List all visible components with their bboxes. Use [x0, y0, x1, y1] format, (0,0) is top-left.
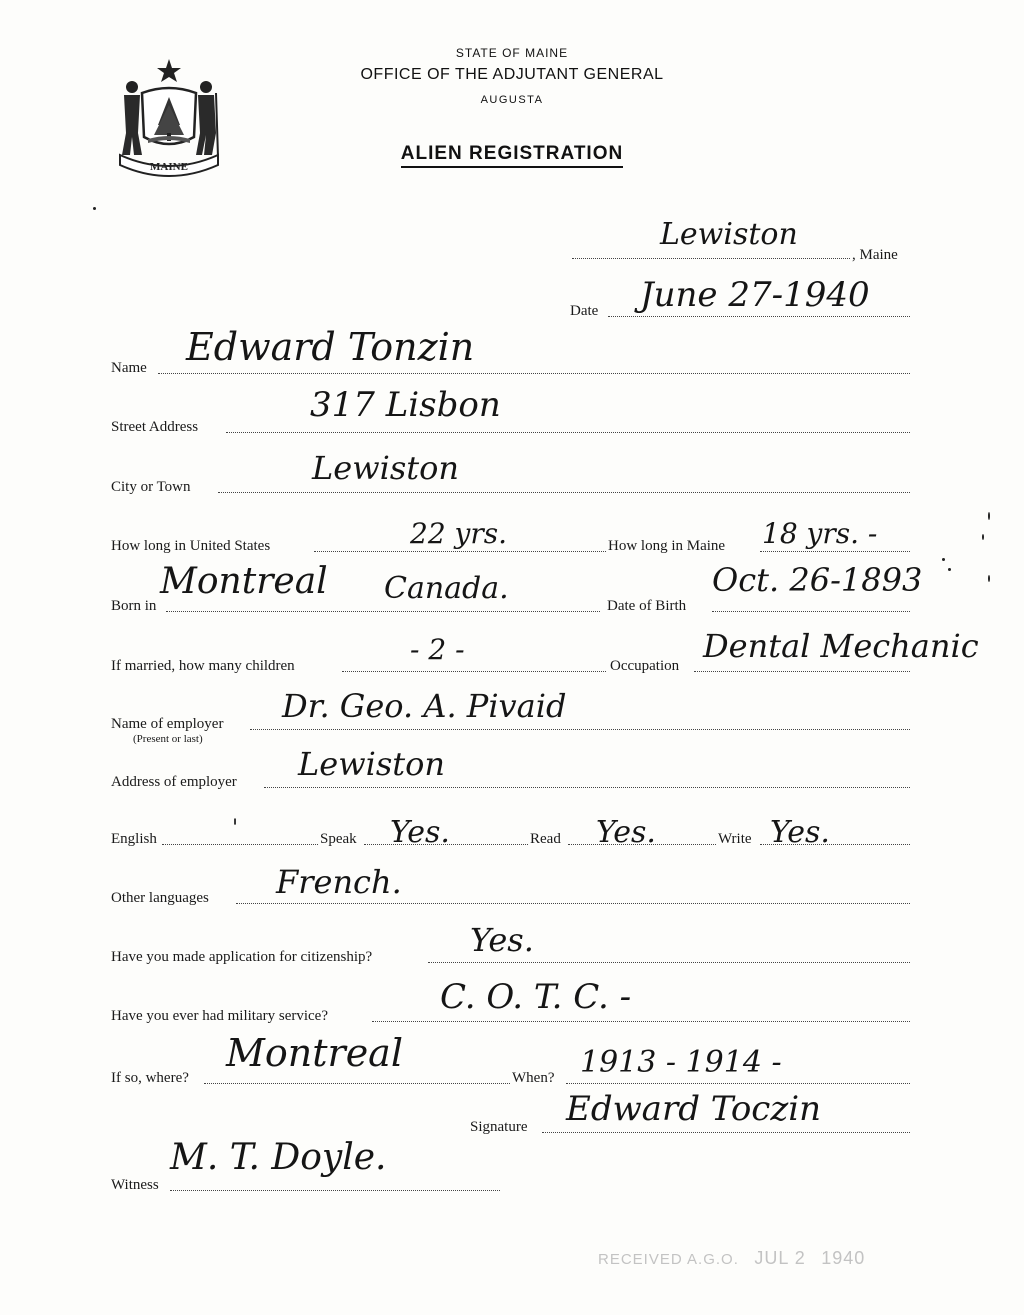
children-entry: - 2 - — [410, 633, 465, 666]
speak-entry: Yes. — [390, 815, 450, 850]
citizenship-line — [428, 962, 910, 963]
citizenship-entry: Yes. — [470, 921, 534, 959]
witness-label: Witness — [111, 1177, 159, 1193]
where-entry: Montreal — [226, 1031, 403, 1075]
stray-mark — [942, 558, 945, 561]
date-label: Date — [570, 303, 599, 319]
children-label: If married, how many children — [111, 658, 295, 674]
stamp-received-text: RECEIVED A.G.O. — [598, 1251, 739, 1268]
employer-name-entry: Dr. Geo. A. Pivaid — [282, 687, 567, 725]
speak-label: Speak — [320, 831, 357, 847]
children-line — [342, 671, 606, 672]
stray-mark — [948, 568, 951, 571]
stray-mark — [982, 534, 984, 540]
military-line — [372, 1021, 910, 1022]
where-label: If so, where? — [111, 1070, 189, 1086]
citizenship-label: Have you made application for citizenship? — [111, 949, 373, 965]
date-entry: June 27-1940 — [640, 275, 870, 315]
name-line — [158, 373, 910, 374]
military-entry: C. O. T. C. - — [440, 977, 632, 1017]
where-line — [204, 1083, 510, 1084]
street-address-line — [226, 432, 910, 433]
header-state: STATE OF MAINE — [455, 46, 569, 60]
place-entry: Lewiston — [660, 217, 798, 252]
date-of-birth-entry: Oct. 26-1893 — [712, 561, 923, 599]
when-entry: 1913 - 1914 - — [580, 1045, 782, 1080]
stamp-date-text: JUL 2 — [754, 1248, 806, 1268]
employer-name-line — [250, 729, 910, 730]
stray-mark — [93, 207, 96, 210]
signature-line — [542, 1132, 910, 1133]
how-long-maine-line — [760, 551, 910, 552]
name-label: Name — [111, 360, 147, 376]
stray-mark — [988, 512, 990, 520]
received-stamp — [598, 1248, 865, 1269]
read-entry: Yes. — [596, 815, 656, 850]
occupation-entry: Dental Mechanic — [703, 627, 979, 665]
write-label: Write — [718, 831, 752, 847]
place-line — [572, 258, 850, 259]
place-suffix-label: , Maine — [852, 247, 898, 263]
witness-line — [170, 1190, 500, 1191]
stray-mark — [988, 575, 990, 582]
street-address-label: Street Address — [111, 419, 199, 435]
when-label: When? — [512, 1070, 555, 1086]
employer-address-label: Address of employer — [111, 774, 237, 790]
date-of-birth-label: Date of Birth — [607, 598, 687, 614]
signature-entry: Edward Toczin — [566, 1089, 822, 1129]
born-in-line — [166, 611, 600, 612]
how-long-maine-entry: 18 yrs. - — [762, 517, 878, 550]
witness-entry: M. T. Doyle. — [170, 1137, 387, 1178]
how-long-maine-label: How long in Maine — [608, 538, 726, 554]
english-label: English — [111, 831, 157, 847]
street-address-entry: 317 Lisbon — [310, 385, 501, 425]
english-entry: ' — [232, 816, 239, 841]
read-label: Read — [530, 831, 561, 847]
city-line — [218, 492, 910, 493]
employer-address-entry: Lewiston — [298, 745, 445, 783]
other-languages-label: Other languages — [111, 890, 209, 906]
employer-address-line — [264, 787, 910, 788]
name-entry: Edward Tonzin — [186, 325, 475, 369]
born-city-entry: Montreal — [160, 561, 328, 602]
header-office: OFFICE OF THE ADJUTANT GENERAL — [360, 66, 664, 83]
how-long-us-entry: 22 yrs. — [410, 517, 508, 550]
occupation-label: Occupation — [610, 658, 680, 674]
english-line — [162, 844, 318, 845]
how-long-us-line — [314, 551, 606, 552]
employer-note-label: (Present or last) — [133, 733, 203, 745]
employer-name-label: Name of employer — [111, 716, 224, 732]
header-city: AUGUSTA — [480, 94, 544, 106]
form-title: ALIEN REGISTRATION — [0, 143, 1024, 165]
date-line — [608, 316, 910, 317]
when-line — [566, 1083, 910, 1084]
how-long-us-label: How long in United States — [111, 538, 271, 554]
city-label: City or Town — [111, 479, 191, 495]
stamp-year-text: 1940 — [821, 1248, 866, 1268]
other-languages-entry: French. — [276, 863, 402, 901]
date-of-birth-line — [712, 611, 910, 612]
write-entry: Yes. — [770, 815, 830, 850]
svg-text:MAINE: MAINE — [150, 161, 188, 173]
occupation-line — [694, 671, 910, 672]
other-languages-line — [236, 903, 910, 904]
military-label: Have you ever had military service? — [111, 1008, 328, 1024]
born-in-label: Born in — [111, 598, 157, 614]
signature-label: Signature — [470, 1119, 528, 1135]
city-entry: Lewiston — [312, 449, 459, 487]
born-country-entry: Canada. — [384, 571, 509, 606]
